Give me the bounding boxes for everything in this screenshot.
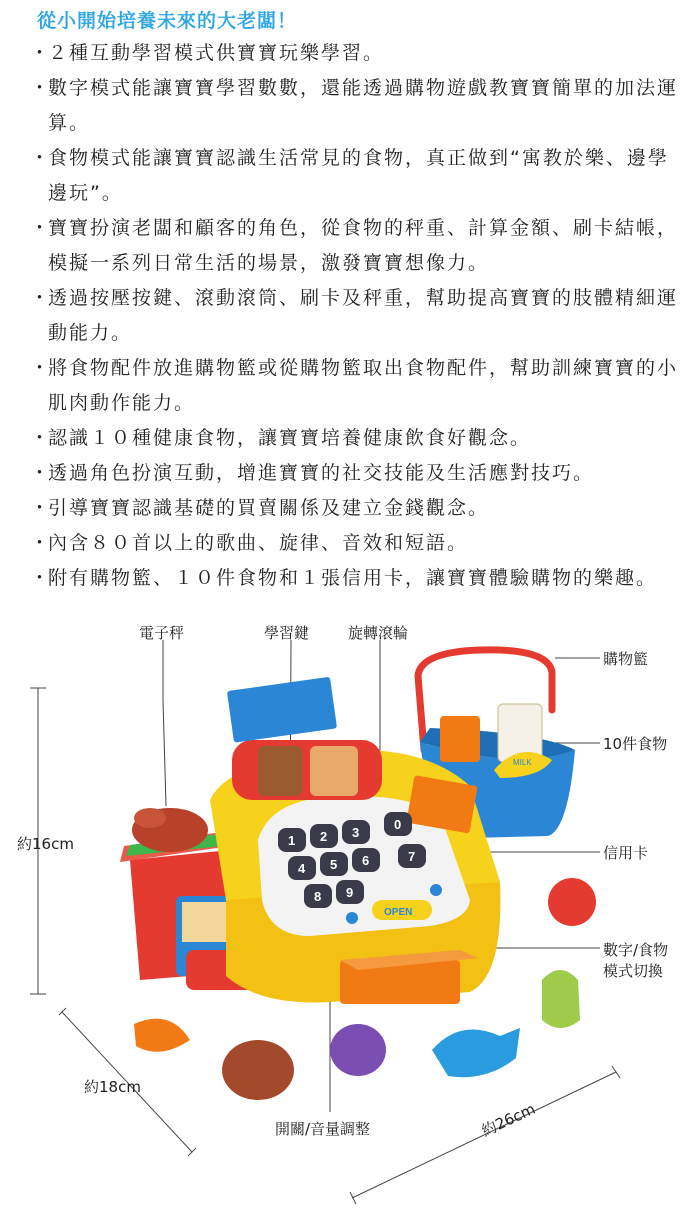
page-heading: 從小開始培養未來的大老闆！ [37, 10, 298, 32]
product-diagram [0, 600, 700, 1216]
label-basket: 購物籃 [603, 650, 649, 668]
bullet-dot: ・ [30, 532, 52, 554]
keypad-key-number: 6 [362, 853, 370, 868]
bullet-dot: ・ [30, 287, 52, 309]
feature-item [0, 71, 700, 141]
feature-text: 附有購物籃、１０件食物和１張信用卡，讓寶寶體驗購物的樂趣。 [48, 567, 658, 589]
feature-item [0, 141, 700, 211]
feature-text: 將食物配件放進購物籃或從購物籃取出食物配件，幫助訓練寶寶的小肌肉動作能力。 [48, 357, 679, 414]
feature-item [0, 351, 700, 421]
keypad-key-number: 7 [408, 849, 416, 864]
label-rolling-drum: 旋轉滾輪 [348, 624, 409, 642]
feature-text: 引導寶寶認識基礎的買賣關係及建立金錢觀念。 [48, 497, 490, 519]
label-power-volume: 開關/音量調整 [275, 1120, 371, 1138]
feature-item [0, 211, 700, 281]
feature-item [0, 421, 700, 456]
feature-text: 數字模式能讓寶寶學習數數，還能透過購物遊戲教寶寶簡單的加法運算。 [48, 77, 679, 134]
bullet-dot: ・ [30, 42, 52, 64]
feature-item [0, 561, 700, 596]
keypad-key-number: 2 [320, 829, 328, 844]
keypad-key-number: 0 [394, 817, 402, 832]
label-food: 10件食物 [603, 735, 668, 753]
keypad-key-number: 1 [288, 833, 296, 848]
label-mode-switch-line1: 數字/食物 [603, 941, 669, 959]
bullet-dot: ・ [30, 357, 52, 379]
keypad-key-number: 4 [298, 861, 306, 876]
keypad-key-number: 5 [330, 857, 338, 872]
label-learning-keys: 學習鍵 [264, 624, 310, 642]
feature-text: 寶寶扮演老闆和顧客的角色，從食物的秤重、計算金額、刷卡結帳，模擬一系列日常生活的場景，激發寶寶想像力。 [48, 217, 679, 274]
label-height: 約16cm [17, 835, 74, 853]
feature-text: 透過按壓按鍵、滾動滾筒、刷卡及秤重，幫助提高寶寶的肢體精細運動能力。 [48, 287, 679, 344]
feature-text: 食物模式能讓寶寶認識生活常見的食物，真正做到“寓教於樂、邊學邊玩”。 [48, 147, 669, 204]
open-key-text: OPEN [384, 907, 413, 918]
milk-carton-label: MILK [513, 758, 532, 767]
feature-text: 認識１０種健康食物，讓寶寶培養健康飲食好觀念。 [48, 427, 532, 449]
bullet-dot: ・ [30, 427, 52, 449]
feature-text: 內含８０首以上的歌曲、旋律、音效和短語。 [48, 532, 469, 554]
label-width: 約26cm [478, 1099, 539, 1141]
bullet-dot: ・ [30, 497, 52, 519]
bullet-dot: ・ [30, 147, 52, 169]
feature-item [0, 281, 700, 351]
feature-item [0, 526, 700, 561]
feature-item [0, 456, 700, 491]
feature-text: 透過角色扮演互動，增進寶寶的社交技能及生活應對技巧。 [48, 462, 595, 484]
bullet-dot: ・ [30, 77, 52, 99]
keypad-key-number: 3 [352, 825, 360, 840]
keypad-key-number: 9 [346, 885, 354, 900]
bullet-dot: ・ [30, 567, 52, 589]
feature-item [0, 36, 700, 71]
label-depth: 約18cm [84, 1078, 141, 1096]
label-credit-card: 信用卡 [603, 844, 649, 862]
bullet-dot: ・ [30, 217, 52, 239]
feature-text: ２種互動學習模式供寶寶玩樂學習。 [48, 42, 385, 64]
feature-list [0, 36, 700, 596]
bullet-dot: ・ [30, 462, 52, 484]
feature-item [0, 491, 700, 526]
keypad-key-number: 8 [314, 889, 322, 904]
label-scale: 電子秤 [139, 624, 185, 642]
label-mode-switch-line2: 模式切換 [603, 962, 664, 980]
